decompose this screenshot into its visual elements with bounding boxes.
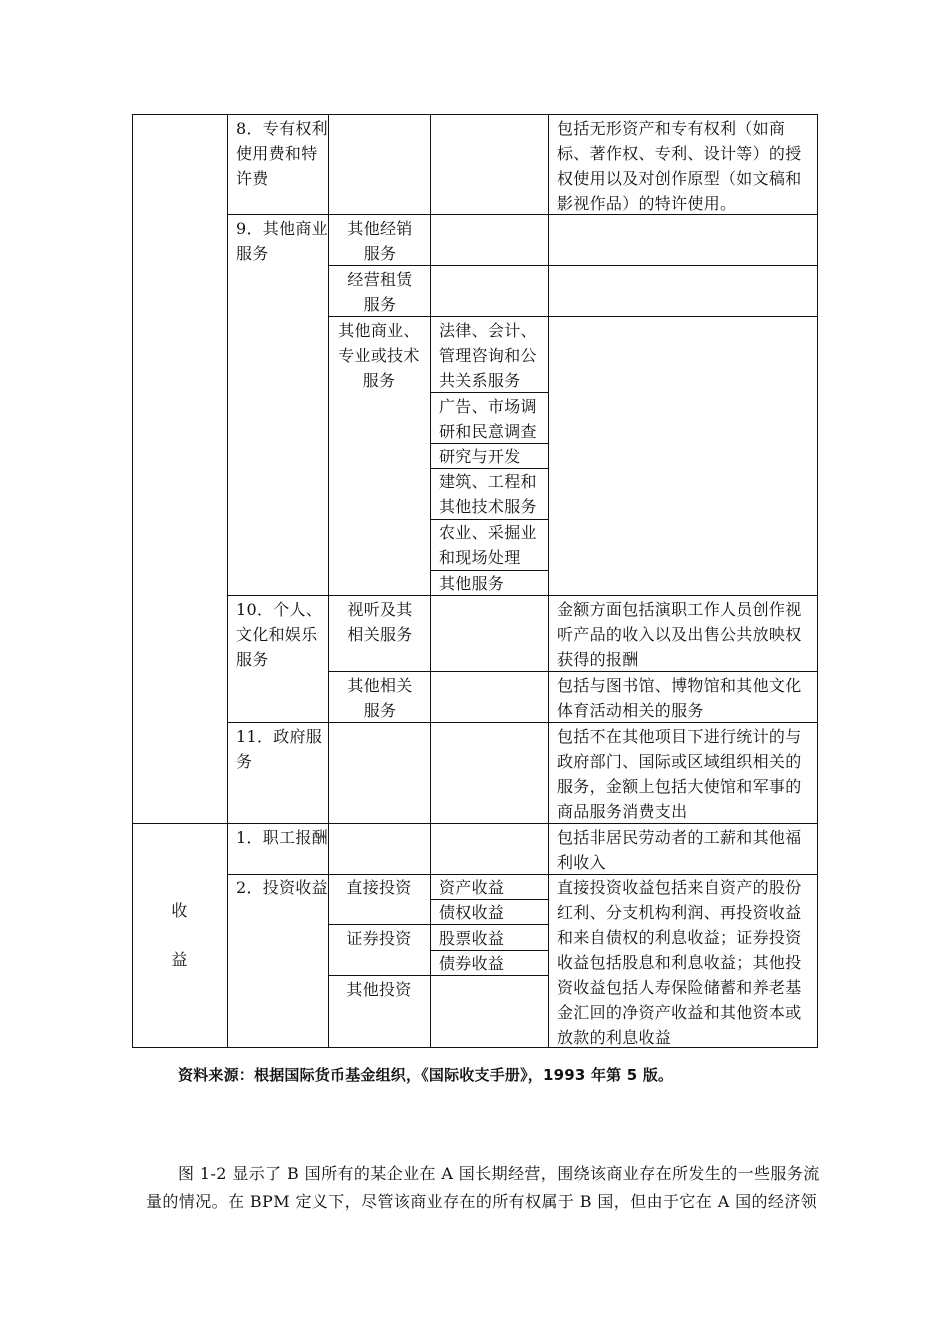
other-investment-label: 其他投资 — [346, 980, 412, 999]
body-paragraph-line-1: 图 1-2 显示了 B 国所有的某企业在 A 国长期经营，围绕该商业存在所发生的一些服务流 — [178, 1164, 820, 1183]
direct-investment-label: 直接投资 — [346, 878, 412, 897]
other-business-label: 9．其他商业服务 — [236, 219, 328, 263]
other-related-desc: 包括与图书馆、博物馆和其他文化体育活动相关的服务 — [557, 676, 802, 720]
royalties-label: 8．专有权利使用费和特许费 — [236, 119, 328, 188]
investment-desc: 直接投资收益包括来自资产的股份红利、分支机构利润、再投资收益和来自债权的利息收益；证券投资收益包括股息和利息收益；其他投资收益包括人寿保险储蓄和养老基金汇回的净资产收益和其他资本或放款的利息收益 — [557, 878, 802, 1047]
compensation-desc: 包括非居民劳动者的工薪和其他福利收入 — [557, 828, 802, 872]
legal-services-label: 法律、会计、管理咨询和公共关系服务 — [439, 321, 537, 390]
professional-services-label: 其他商业、专业或技术服务 — [338, 321, 420, 390]
government-label: 11．政府服务 — [236, 727, 323, 771]
operational-leasing-label: 经营租赁服务 — [347, 270, 413, 314]
debt-income-label: 债权收益 — [439, 903, 505, 922]
bond-income-label: 债券收益 — [439, 954, 505, 973]
stock-income-label: 股票收益 — [439, 929, 505, 948]
table-line — [132, 114, 818, 115]
government-desc: 包括不在其他项目下进行统计的与政府部门、国际或区域组织相关的服务，金额上包括大使馆和军事的商品服务消费支出 — [557, 727, 802, 821]
equity-income-label: 资产收益 — [439, 878, 505, 897]
audiovisual-label: 视听及其相关服务 — [347, 600, 413, 644]
advertising-label: 广告、市场调研和民意调查 — [439, 397, 537, 441]
body-paragraph-line-2: 量的情况。在 BPM 定义下，尽管该商业存在的所有权属于 B 国，但由于它在 A 国的经济领 — [146, 1192, 818, 1211]
portfolio-investment-label: 证券投资 — [346, 929, 412, 948]
source-note: 资料来源：根据国际货币基金组织，《国际收支手册》，1993 年第 5 版。 — [178, 1066, 674, 1084]
merchanting-label: 其他经销服务 — [347, 219, 413, 263]
other-related-label: 其他相关服务 — [347, 676, 413, 720]
table-line — [328, 114, 329, 1048]
agricultural-label: 农业、采掘业和现场处理 — [439, 523, 537, 567]
personal-label: 10．个人、文化和娱乐服务 — [236, 600, 323, 669]
audiovisual-desc: 金额方面包括演职工作人员创作视听产品的收入以及出售公共放映权获得的报酬 — [557, 600, 802, 669]
table-line — [817, 114, 818, 1048]
compensation-label: 1．职工报酬 — [236, 828, 328, 847]
other-services-label: 其他服务 — [439, 574, 505, 593]
research-label: 研究与开发 — [439, 447, 521, 466]
investment-label: 2．投资收益 — [236, 878, 328, 897]
royalties-desc: 包括无形资产和专有权利（如商标、著作权、专利、设计等）的授权使用以及对创作原型（如文稿和影视作品）的特许使用。 — [557, 119, 802, 213]
architectural-label: 建筑、工程和其他技术服务 — [439, 472, 537, 516]
income-label-1: 收 — [171, 901, 188, 920]
income-label-2: 益 — [171, 950, 188, 969]
